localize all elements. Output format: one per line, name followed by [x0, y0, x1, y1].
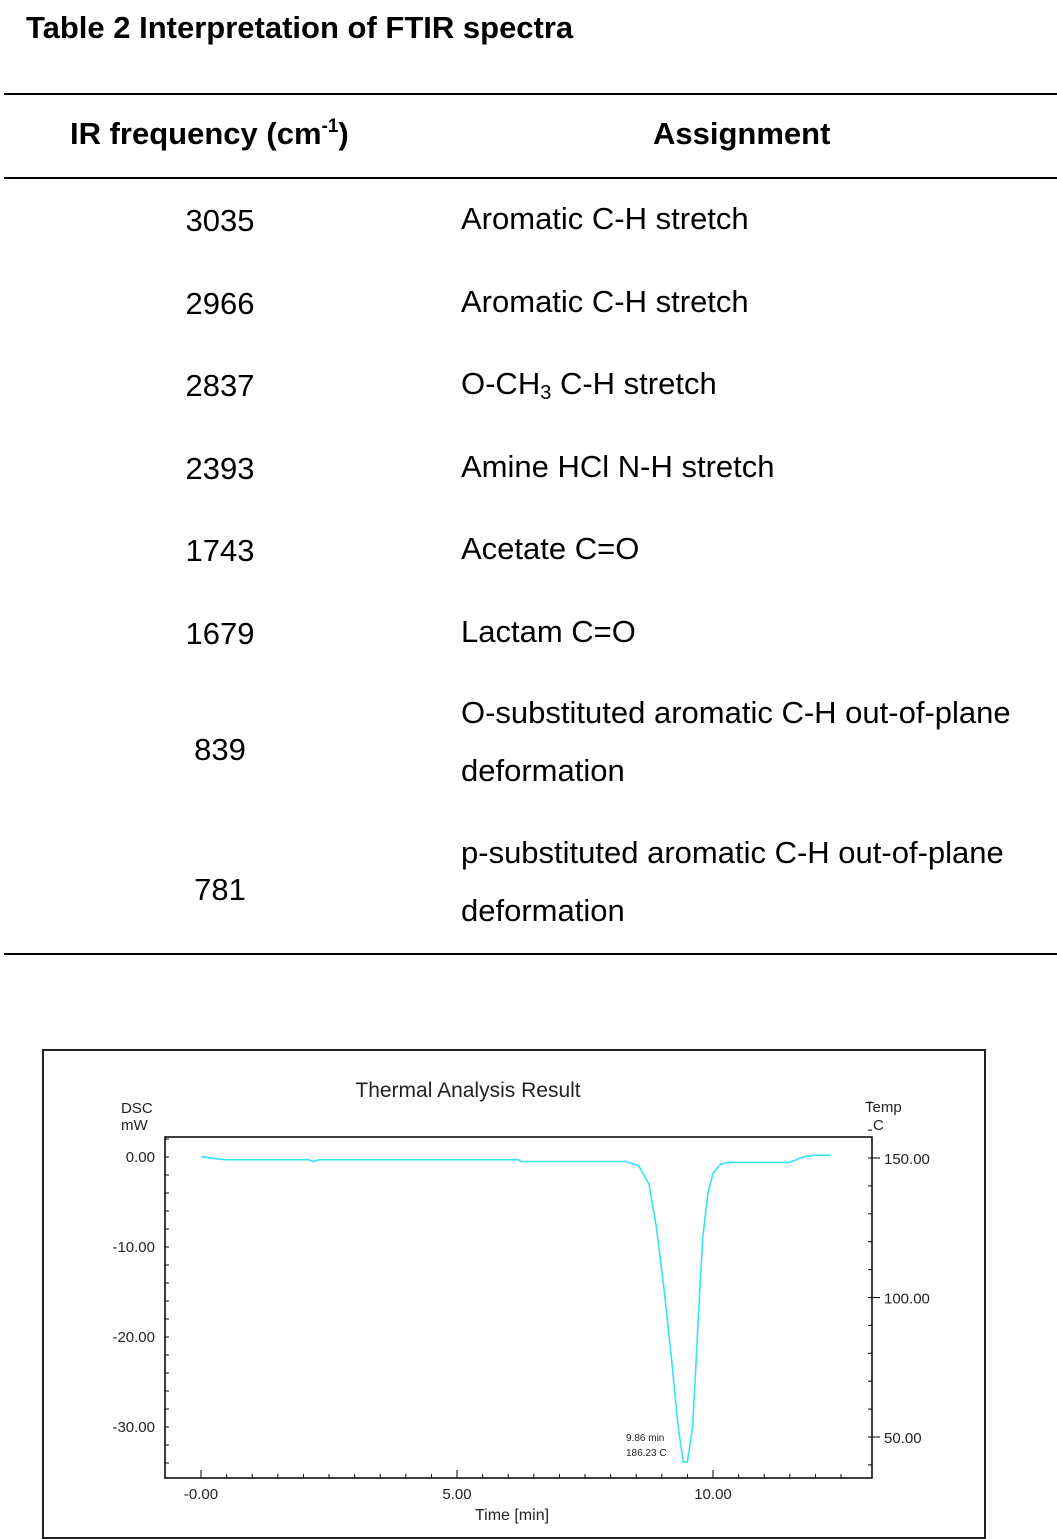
- peak-temp-annotation: 186.23 C: [626, 1448, 667, 1459]
- assignment-cell: Aromatic C-H stretch: [461, 201, 749, 236]
- y2-tick-label: 50.00: [884, 1430, 922, 1447]
- ir-frequency-cell: 3035: [185, 203, 255, 238]
- assignment-cell: Lactam C=O: [461, 614, 636, 649]
- assignment-text: 3: [540, 382, 552, 404]
- dsc-series-line: [201, 1155, 831, 1462]
- ir-frequency-cell: 2393: [185, 451, 255, 486]
- assignment-text: O-CH: [461, 366, 541, 401]
- y-tick-label: -30.00: [112, 1419, 155, 1436]
- ir-frequency-cell: 781: [194, 872, 246, 907]
- ir-frequency-cell: 2966: [185, 286, 255, 321]
- ir-frequency-cell: 839: [194, 732, 246, 767]
- table-title: Table 2 Interpretation of FTIR spectra: [26, 10, 574, 45]
- y2-axis-unit: C: [873, 1117, 884, 1134]
- y-tick-label: -20.00: [112, 1329, 155, 1346]
- ir-frequency-cell: 1743: [185, 533, 255, 568]
- y-tick-label: 0.00: [125, 1149, 155, 1166]
- plot-area: [165, 1137, 872, 1478]
- ir-frequency-cell: 2837: [185, 368, 255, 403]
- assignment-cell: Aromatic C-H stretch: [461, 284, 749, 319]
- y2-tick-label: 150.00: [884, 1151, 930, 1168]
- y2-axis-label: Temp: [865, 1099, 902, 1116]
- y-axis-label: DSC: [121, 1100, 153, 1117]
- y-axis-unit: mW: [121, 1117, 148, 1134]
- x-tick-label: 10.00: [694, 1486, 732, 1503]
- assignment-cell: Amine HCl N-H stretch: [461, 449, 775, 484]
- assignment-cell: O-substituted aromatic C-H out-of-plane deformation: [461, 695, 1011, 788]
- assignment-cell: Acetate C=O: [461, 531, 640, 566]
- header-assignment: Assignment: [653, 116, 831, 151]
- header-ir-frequency: IR frequency $(cm^{-1})$: [70, 116, 349, 151]
- assignment-cell: p-substituted aromatic C-H out-of-plane deformation: [461, 835, 1004, 928]
- y-tick-label: -10.00: [112, 1239, 155, 1256]
- chart-title: Thermal Analysis Result: [355, 1079, 581, 1102]
- x-tick-label: 5.00: [442, 1486, 472, 1503]
- assignment-text: C-H stretch: [551, 366, 717, 401]
- y2-tick-label: 100.00: [884, 1290, 930, 1308]
- x-axis-label: Time [min]: [474, 1507, 550, 1524]
- ir-frequency-cell: 1679: [185, 616, 255, 651]
- x-tick-label: -0.00: [183, 1486, 219, 1503]
- peak-time-annotation: 9.86 min: [626, 1433, 665, 1444]
